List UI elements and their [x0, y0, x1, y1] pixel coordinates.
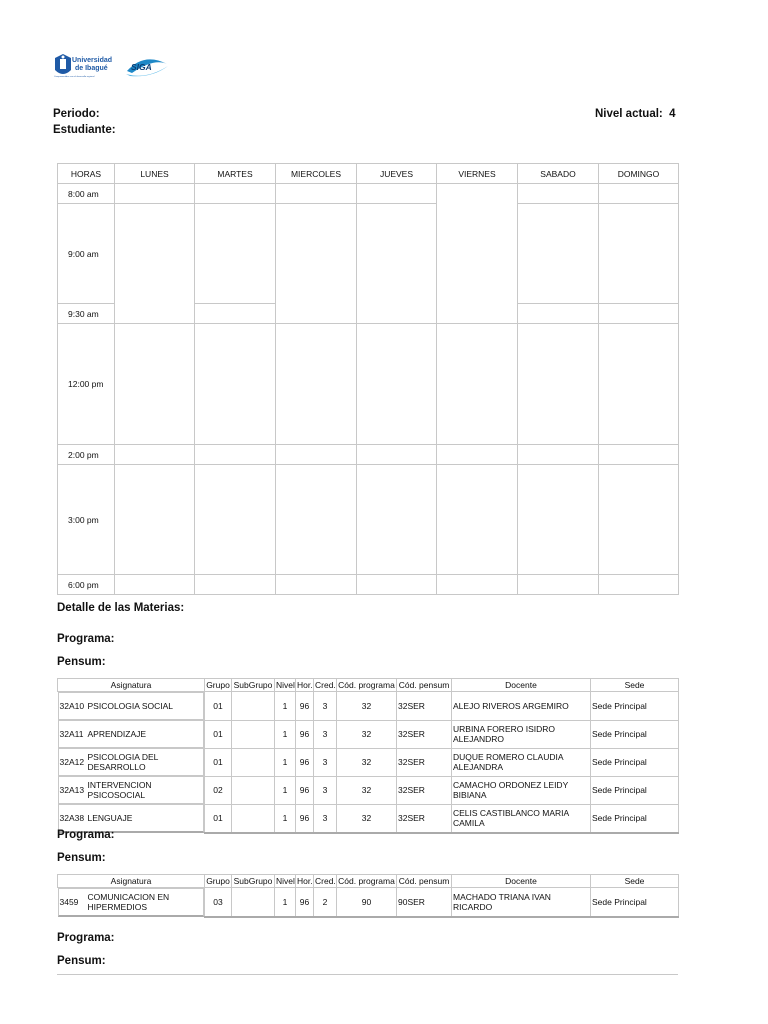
siga-logo	[124, 54, 170, 80]
schedule-cell	[599, 324, 679, 445]
schedule-cell	[276, 204, 357, 324]
column-header-level: Nivel	[276, 876, 295, 886]
schedule-cell	[599, 204, 679, 304]
subgroup-cell	[232, 692, 275, 721]
level-value: 4	[669, 108, 676, 120]
subject-code: 32A12	[59, 757, 85, 767]
schedule-row	[58, 204, 679, 304]
schedule-cell	[357, 465, 437, 575]
subgroup-cell	[232, 804, 275, 833]
pensum-code-cell: 32SER	[397, 776, 452, 804]
column-header-group: Grupo	[206, 680, 230, 690]
hours-cell: 96	[296, 888, 314, 918]
group-cell: 03	[205, 888, 232, 918]
column-header-friday: VIERNES	[437, 164, 518, 184]
schedule-cell	[518, 204, 599, 304]
subject-name: COMUNICACION EN HIPERMEDIOS	[87, 892, 170, 912]
university-logo	[53, 52, 113, 80]
column-header-subject: Asignatura	[58, 875, 205, 888]
schedule-cell	[195, 304, 276, 324]
time-label: 2:00 pm	[58, 445, 115, 465]
schedule-cell	[115, 465, 195, 575]
column-header-program-code: Cód. programa	[338, 876, 395, 886]
group-cell: 02	[205, 776, 232, 804]
schedule-cell	[195, 204, 276, 304]
pensum-code-cell: 90SER	[397, 888, 452, 918]
level-cell: 1	[275, 748, 296, 776]
time-label: 9:00 am	[58, 204, 115, 304]
program-code-cell: 32	[337, 776, 397, 804]
schedule-cell	[115, 445, 195, 465]
column-header-credits: Cred.	[315, 876, 336, 886]
schedule-cell	[357, 445, 437, 465]
teacher-cell: DUQUE ROMERO CLAUDIA ALEJANDRA	[452, 748, 591, 776]
subject-name: LENGUAJE	[87, 813, 133, 823]
site-cell: Sede Principal	[591, 804, 679, 833]
schedule-cell	[115, 575, 195, 595]
column-header-pensum-code: Cód. pensum	[397, 679, 452, 692]
pensum-code-cell: 32SER	[397, 748, 452, 776]
schedule-row	[58, 575, 679, 595]
level-cell: 1	[275, 776, 296, 804]
schedule-cell	[195, 575, 276, 595]
subject-code: 32A38	[59, 813, 85, 823]
subgroup-cell	[232, 748, 275, 776]
subject-row	[58, 748, 679, 776]
subjects-header-row	[58, 679, 679, 692]
subject-row	[58, 804, 679, 833]
credits-cell: 3	[314, 776, 337, 804]
column-header-tuesday: MARTES	[195, 164, 276, 184]
schedule-cell	[437, 324, 518, 445]
schedule-cell	[357, 575, 437, 595]
schedule-cell	[357, 204, 437, 324]
schedule-cell	[599, 184, 679, 204]
teacher-cell: MACHADO TRIANA IVAN RICARDO	[452, 888, 591, 918]
site-cell: Sede Principal	[591, 720, 679, 748]
schedule-cell	[195, 445, 276, 465]
schedule-cell	[437, 445, 518, 465]
column-header-teacher: Docente	[452, 679, 591, 692]
schedule-cell	[115, 184, 195, 204]
hours-cell: 96	[296, 720, 314, 748]
subject-row	[58, 776, 679, 804]
subject-row	[58, 692, 679, 721]
schedule-cell	[518, 445, 599, 465]
teacher-cell: URBINA FORERO ISIDRO ALEJANDRO	[452, 720, 591, 748]
schedule-cell	[357, 324, 437, 445]
column-header-pensum-code: Cód. pensum	[397, 875, 452, 888]
schedule-cell	[276, 465, 357, 575]
program-code-cell: 32	[337, 748, 397, 776]
credits-cell: 3	[314, 720, 337, 748]
subject-code: 3459	[59, 897, 79, 907]
subjects-table	[57, 678, 679, 834]
time-label: 9:30 am	[58, 304, 115, 324]
subject-code: 32A13	[59, 785, 85, 795]
subgroup-cell	[232, 888, 275, 918]
site-cell: Sede Principal	[591, 888, 679, 918]
group-cell: 01	[205, 748, 232, 776]
column-header-site: Sede	[591, 679, 679, 692]
schedule-row	[58, 184, 679, 204]
hours-cell: 96	[296, 776, 314, 804]
subjects-header-row	[58, 875, 679, 888]
pensum-code-cell: 32SER	[397, 804, 452, 833]
pensum-label: Pensum:	[57, 955, 106, 967]
level-cell: 1	[275, 888, 296, 918]
time-label: 8:00 am	[58, 184, 115, 204]
time-label: 12:00 pm	[58, 324, 115, 445]
pensum-code-cell: 32SER	[397, 720, 452, 748]
level-cell: 1	[275, 720, 296, 748]
subjects-table	[57, 874, 679, 918]
subject-name: APRENDIZAJE	[87, 729, 147, 739]
pensum-label: Pensum:	[57, 656, 106, 668]
level-cell: 1	[275, 692, 296, 721]
schedule-cell	[276, 184, 357, 204]
site-cell: Sede Principal	[591, 692, 679, 721]
level-label: Nivel actual:	[595, 108, 663, 120]
schedule-cell	[599, 575, 679, 595]
column-header-hours: HORAS	[58, 164, 115, 184]
schedule-cell	[195, 324, 276, 445]
column-header-monday: LUNES	[115, 164, 195, 184]
program-code-cell: 90	[337, 888, 397, 918]
schedule-cell	[276, 445, 357, 465]
subject-cell	[58, 748, 205, 776]
subject-code: 32A11	[59, 729, 84, 739]
level-cell: 1	[275, 804, 296, 833]
column-header-subject: Asignatura	[58, 679, 205, 692]
column-header-teacher: Docente	[452, 875, 591, 888]
column-header-hours: Hor.	[297, 876, 313, 886]
program-code-cell: 32	[337, 720, 397, 748]
university-logo-line1: Universidad	[72, 57, 113, 64]
column-header-sunday: DOMINGO	[599, 164, 679, 184]
subgroup-cell	[232, 776, 275, 804]
column-header-group: Grupo	[206, 876, 230, 886]
schedule-cell	[276, 575, 357, 595]
subject-cell	[58, 720, 205, 748]
schedule-cell	[599, 304, 679, 324]
subject-row	[58, 720, 679, 748]
schedule-cell	[437, 184, 518, 324]
period-label: Periodo:	[53, 108, 100, 120]
column-header-thursday: JUEVES	[357, 164, 437, 184]
site-cell: Sede Principal	[591, 748, 679, 776]
program-code-cell: 32	[337, 804, 397, 833]
schedule-cell	[437, 465, 518, 575]
schedule-cell	[518, 324, 599, 445]
schedule-cell	[437, 575, 518, 595]
subject-cell	[58, 888, 205, 917]
schedule-cell	[518, 575, 599, 595]
subjects-table-body	[58, 888, 679, 918]
subjects-table-continuation	[57, 974, 678, 978]
credits-cell: 2	[314, 888, 337, 918]
pensum-code-cell: 32SER	[397, 692, 452, 721]
hours-cell: 96	[296, 748, 314, 776]
student-label: Estudiante:	[53, 124, 116, 136]
schedule-cell	[518, 304, 599, 324]
weekly-schedule-table	[57, 163, 679, 595]
schedule-row	[58, 324, 679, 445]
schedule-cell	[115, 324, 195, 445]
hours-cell: 96	[296, 804, 314, 833]
column-header-subgroup: SubGrupo	[232, 679, 275, 692]
group-cell: 01	[205, 692, 232, 721]
pensum-label: Pensum:	[57, 852, 106, 864]
siga-logo-text: SIGA	[131, 62, 152, 72]
schedule-cell	[115, 204, 195, 324]
level-indicator	[595, 108, 676, 120]
schedule-cell	[195, 184, 276, 204]
credits-cell: 3	[314, 804, 337, 833]
subject-cell	[58, 692, 205, 720]
column-header-hours: Hor.	[297, 680, 313, 690]
column-header-subgroup: SubGrupo	[232, 875, 275, 888]
schedule-cell	[195, 465, 276, 575]
schedule-header-row	[58, 164, 679, 184]
group-cell: 01	[205, 804, 232, 833]
program-label: Programa:	[57, 829, 115, 841]
subject-code: 32A10	[59, 701, 85, 711]
schedule-cell	[518, 184, 599, 204]
schedule-cell	[276, 324, 357, 445]
subjects-table-body	[58, 692, 679, 834]
teacher-cell: CAMACHO ORDONEZ LEIDY BIBIANA	[452, 776, 591, 804]
group-cell: 01	[205, 720, 232, 748]
program-label: Programa:	[57, 932, 115, 944]
column-header-site: Sede	[591, 875, 679, 888]
teacher-cell: CELIS CASTIBLANCO MARIA CAMILA	[452, 804, 591, 833]
subject-cell	[58, 776, 205, 804]
column-header-program-code: Cód. programa	[338, 680, 395, 690]
column-header-saturday: SABADO	[518, 164, 599, 184]
schedule-cell	[599, 465, 679, 575]
schedule-row	[58, 445, 679, 465]
column-header-level: Nivel	[276, 680, 295, 690]
subject-name: INTERVENCION PSICOSOCIAL	[87, 780, 152, 800]
column-header-wednesday: MIERCOLES	[276, 164, 357, 184]
column-header-credits: Cred.	[315, 680, 336, 690]
schedule-row	[58, 465, 679, 575]
schedule-cell	[357, 184, 437, 204]
details-title: Detalle de las Materias:	[57, 602, 185, 614]
subgroup-cell	[232, 720, 275, 748]
university-logo-line2: de Ibagué	[75, 65, 108, 72]
time-label: 3:00 pm	[58, 465, 115, 575]
schedule-cell	[599, 445, 679, 465]
site-cell: Sede Principal	[591, 776, 679, 804]
teacher-cell: ALEJO RIVEROS ARGEMIRO	[452, 692, 591, 721]
program-label: Programa:	[57, 633, 115, 645]
subject-row	[58, 888, 679, 918]
schedule-cell	[518, 465, 599, 575]
subject-name: PSICOLOGIA SOCIAL	[87, 701, 174, 711]
credits-cell: 3	[314, 748, 337, 776]
credits-cell: 3	[314, 692, 337, 721]
subject-name: PSICOLOGIA DEL DESARROLLO	[87, 752, 159, 772]
time-label: 6:00 pm	[58, 575, 115, 595]
university-logo-tagline: Comprometidos con el desarrollo regional	[54, 76, 95, 78]
program-code-cell: 32	[337, 692, 397, 721]
hours-cell: 96	[296, 692, 314, 721]
